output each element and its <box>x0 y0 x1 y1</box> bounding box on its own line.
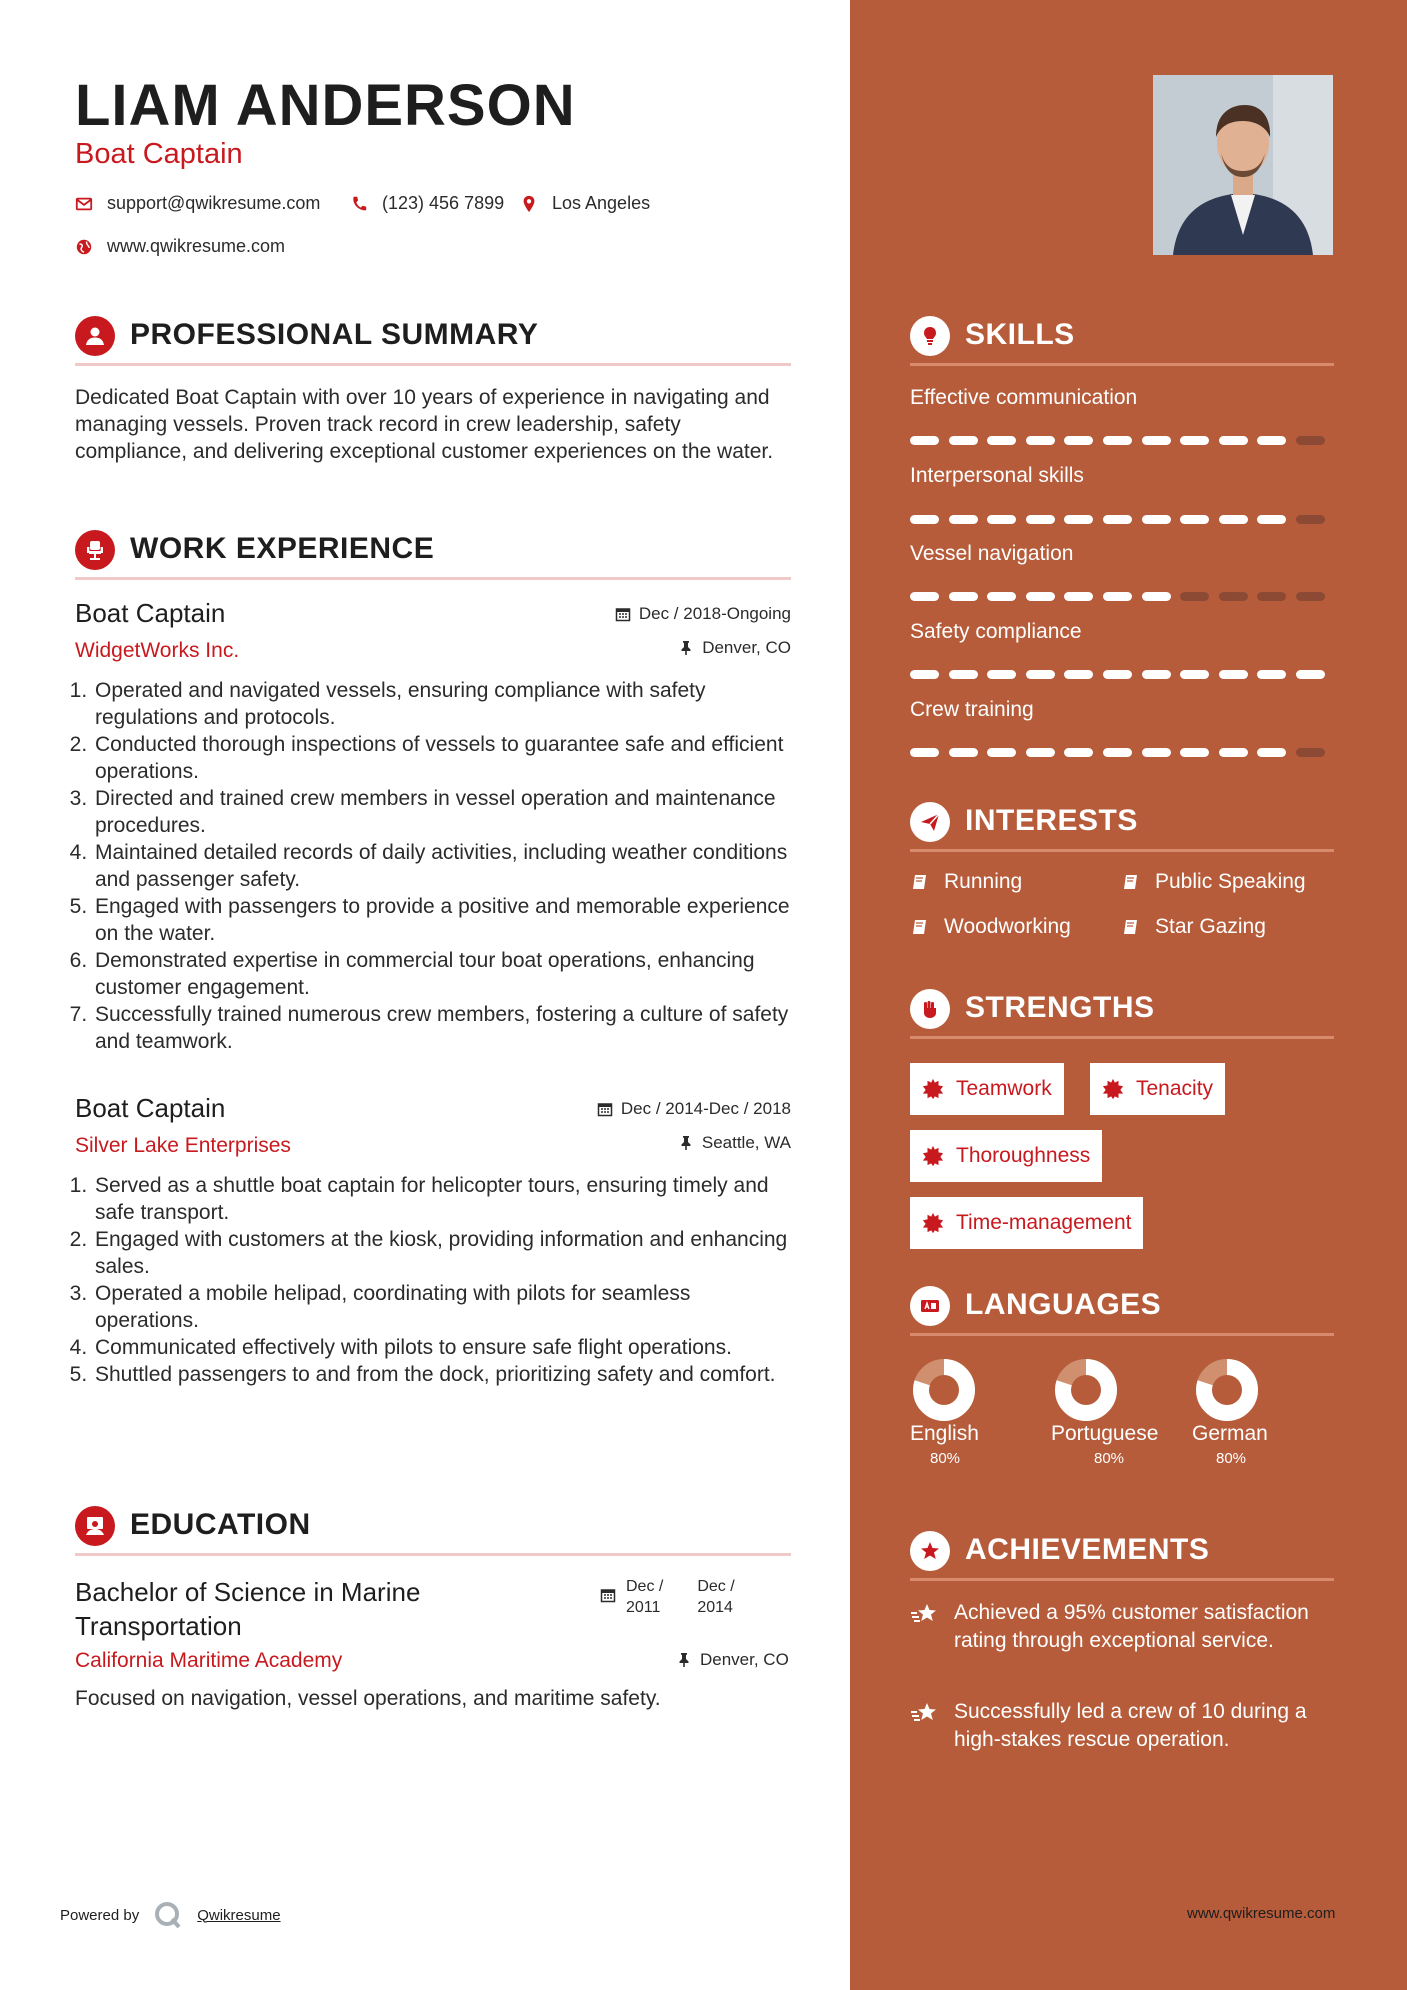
work-section-header <box>75 524 791 580</box>
skill-segment <box>1064 748 1093 757</box>
skill-segment <box>1142 748 1171 757</box>
education-section-header <box>75 1500 791 1556</box>
languages-section-header <box>910 1280 1334 1336</box>
interests-heading: INTERESTS <box>965 804 1138 837</box>
map-pin-icon <box>520 195 538 213</box>
interests-section-header <box>910 796 1334 852</box>
language-ring <box>1054 1358 1118 1422</box>
skill-bar <box>910 748 1335 757</box>
list-item: 6. Demonstrated expertise in commercial tour boat operations, enhancing customer engagement. <box>93 947 791 1001</box>
interest-label: Woodworking <box>944 915 1071 938</box>
skill-segment <box>1026 592 1055 601</box>
language-percent: 80% <box>1094 1450 1125 1467</box>
skill-segment <box>1257 592 1286 601</box>
skill-segment <box>1257 515 1286 524</box>
calendar-icon <box>615 606 631 622</box>
skill-bar <box>910 436 1335 445</box>
skill-segment <box>910 515 939 524</box>
skill-bar <box>910 515 1335 524</box>
skill-segment <box>1064 592 1093 601</box>
contact-phone[interactable] <box>350 193 504 214</box>
phone-text: (123) 456 7899 <box>382 193 505 213</box>
website-text: www.qwikresume.com <box>107 236 286 256</box>
skill-name: Crew training <box>910 698 1034 721</box>
skill-segment <box>1219 436 1248 445</box>
summary-section-header <box>75 310 791 366</box>
job-date <box>597 1099 791 1119</box>
degree-title <box>75 1575 420 1643</box>
list-item: 3. Operated a mobile helipad, coordinating with pilots for seamless operations. <box>93 1280 791 1334</box>
book-icon <box>1121 872 1141 892</box>
job-location <box>678 1133 791 1153</box>
pushpin-icon <box>676 1652 692 1668</box>
strength-badge <box>1090 1063 1225 1115</box>
lightbulb-icon <box>910 316 950 356</box>
job-role: Boat Captain <box>75 1093 226 1123</box>
list-item: 1. Operated and navigated vessels, ensuring compliance with safety regulations and protocols. <box>93 677 791 731</box>
skill-segment <box>1142 515 1171 524</box>
skill-segment <box>910 670 939 679</box>
end-month: Dec / <box>697 1578 735 1595</box>
education-description: Focused on navigation, vessel operations, and maritime safety. <box>75 1687 661 1710</box>
powered-by <box>60 1900 281 1930</box>
skill-segment <box>910 436 939 445</box>
strength-label: Tenacity <box>1136 1077 1214 1100</box>
achievements-heading: ACHIEVEMENTS <box>965 1533 1210 1566</box>
job-date-text: Dec / 2018-Ongoing <box>638 604 791 623</box>
strength-label: Thoroughness <box>956 1144 1091 1167</box>
skill-segment <box>1257 670 1286 679</box>
badge-burst-icon <box>922 1078 944 1100</box>
location-text: Los Angeles <box>552 193 651 213</box>
phone-icon <box>350 195 368 213</box>
job-bullets <box>75 677 791 1055</box>
skill-segment <box>949 592 978 601</box>
job-entry <box>75 1093 791 1388</box>
skill-bar <box>910 592 1335 601</box>
qwikresume-logo-icon <box>153 1900 183 1930</box>
education-end <box>697 1576 734 1618</box>
list-item: 5. Shuttled passengers to and from the dock, prioritizing safety and comfort. <box>93 1361 791 1388</box>
skill-segment <box>1026 515 1055 524</box>
summary-text: Dedicated Boat Captain with over 10 years of experience in navigating and managing vessels. Proven track record in crew leadership, safety compliance, and delivering exceptional customer experiences on the water. <box>75 386 774 463</box>
skill-segment <box>1257 748 1286 757</box>
skill-name: Vessel navigation <box>910 542 1074 565</box>
skill-segment <box>1142 670 1171 679</box>
skill-segment <box>1103 748 1132 757</box>
skills-section-header <box>910 310 1334 366</box>
calendar-icon <box>600 1587 616 1603</box>
skill-segment <box>1219 592 1248 601</box>
education-start <box>626 1576 663 1618</box>
language-ring <box>1195 1358 1259 1422</box>
job-date-text: Dec / 2014-Dec / 2018 <box>620 1099 791 1118</box>
skill-segment <box>949 515 978 524</box>
skill-segment <box>1026 436 1055 445</box>
skill-segment <box>1296 748 1325 757</box>
skill-segment <box>1219 515 1248 524</box>
book-icon <box>910 872 930 892</box>
candidate-title: Boat Captain <box>75 138 243 170</box>
language-name: Portuguese <box>1051 1422 1159 1445</box>
end-year: 2014 <box>697 1599 733 1616</box>
list-item: 2. Conducted thorough inspections of vessels to guarantee safe and efficient operations. <box>93 731 791 785</box>
interest-item <box>1121 915 1266 939</box>
translate-icon <box>910 1286 950 1326</box>
paper-plane-icon <box>910 802 950 842</box>
strength-badge <box>910 1063 1064 1115</box>
skill-segment <box>987 592 1016 601</box>
language-item <box>910 1358 990 1467</box>
skill-segment <box>910 592 939 601</box>
skill-segment <box>987 515 1016 524</box>
achievements-section-header <box>910 1525 1334 1581</box>
brand-link[interactable]: Qwikresume <box>197 1906 281 1924</box>
skill-segment <box>1064 515 1093 524</box>
office-chair-icon <box>75 530 115 570</box>
skill-segment <box>1142 592 1171 601</box>
calendar-icon <box>597 1101 613 1117</box>
degree-line: Transportation <box>75 1611 242 1641</box>
strengths-section-header <box>910 983 1334 1039</box>
badge-burst-icon <box>922 1145 944 1167</box>
skill-segment <box>1180 436 1209 445</box>
language-percent: 80% <box>1216 1450 1247 1467</box>
job-company: WidgetWorks Inc. <box>75 639 240 662</box>
skill-segment <box>910 748 939 757</box>
school-name: California Maritime Academy <box>75 1649 343 1672</box>
job-location-text: Seattle, WA <box>701 1133 791 1152</box>
list-item: 5. Engaged with passengers to provide a positive and memorable experience on the water. <box>93 893 791 947</box>
interest-item <box>1121 870 1306 894</box>
language-item <box>1051 1358 1173 1467</box>
email-text: support@qwikresume.com <box>107 193 321 213</box>
contact-website[interactable] <box>75 236 285 257</box>
skill-segment <box>1180 592 1209 601</box>
achievement-text: Achieved a 95% customer satisfaction rating through exceptional service. <box>954 1601 1309 1652</box>
skill-bar <box>910 670 1335 679</box>
work-heading: WORK EXPERIENCE <box>130 532 435 565</box>
footer-website[interactable]: www.qwikresume.com <box>1187 1905 1336 1922</box>
skill-segment <box>1296 515 1325 524</box>
strength-badge <box>910 1130 1102 1182</box>
skill-segment <box>1180 670 1209 679</box>
badge-burst-icon <box>1102 1078 1124 1100</box>
pushpin-icon <box>678 640 694 656</box>
list-item: 1. Served as a shuttle boat captain for helicopter tours, ensuring timely and safe transport. <box>93 1172 791 1226</box>
envelope-icon <box>75 195 93 213</box>
interest-item <box>910 915 1071 939</box>
start-year: 2011 <box>626 1599 661 1616</box>
interest-label: Star Gazing <box>1155 915 1266 938</box>
list-item: 4. Communicated effectively with pilots to ensure safe flight operations. <box>93 1334 791 1361</box>
languages-heading: LANGUAGES <box>965 1288 1162 1321</box>
skill-segment <box>1026 748 1055 757</box>
skill-segment <box>1026 670 1055 679</box>
shooting-star-icon <box>910 1700 940 1726</box>
language-name: German <box>1192 1422 1268 1445</box>
summary-heading: PROFESSIONAL SUMMARY <box>130 318 539 351</box>
start-month: Dec / <box>626 1578 664 1595</box>
skill-segment <box>1064 436 1093 445</box>
job-company: Silver Lake Enterprises <box>75 1134 291 1157</box>
job-location <box>678 638 791 658</box>
skill-segment <box>949 670 978 679</box>
list-item: 3. Directed and trained crew members in vessel operation and maintenance procedures. <box>93 785 791 839</box>
shooting-star-icon <box>910 1601 940 1627</box>
skill-segment <box>1103 515 1132 524</box>
education-location-text: Denver, CO <box>700 1650 789 1669</box>
contact-location <box>520 193 650 214</box>
skill-segment <box>1296 436 1325 445</box>
list-item: 2. Engaged with customers at the kiosk, providing information and enhancing sales. <box>93 1226 791 1280</box>
book-icon <box>910 917 930 937</box>
profile-photo <box>1153 75 1333 255</box>
job-bullets <box>75 1172 791 1388</box>
interest-item <box>910 870 1022 894</box>
skill-name: Effective communication <box>910 386 1138 409</box>
achievement-item <box>910 1698 1340 1754</box>
skill-segment <box>1219 670 1248 679</box>
candidate-name: LIAM ANDERSON <box>75 73 576 138</box>
interest-label: Public Speaking <box>1155 870 1306 893</box>
skill-segment <box>1142 436 1171 445</box>
skill-segment <box>1180 748 1209 757</box>
book-icon <box>1121 917 1141 937</box>
skills-heading: SKILLS <box>965 318 1075 351</box>
strength-label: Time-management <box>956 1211 1132 1234</box>
strength-badge <box>910 1197 1143 1249</box>
education-location <box>676 1650 789 1670</box>
list-item: 7. Successfully trained numerous crew members, fostering a culture of safety and teamwork. <box>93 1001 791 1055</box>
strengths-heading: STRENGTHS <box>965 991 1155 1024</box>
skill-segment <box>1103 436 1132 445</box>
pushpin-icon <box>678 1135 694 1151</box>
skill-segment <box>949 748 978 757</box>
skill-segment <box>949 436 978 445</box>
list-item: 4. Maintained detailed records of daily activities, including weather conditions and passenger safety. <box>93 839 791 893</box>
skill-segment <box>987 748 1016 757</box>
skill-segment <box>987 670 1016 679</box>
powered-by-label: Powered by <box>60 1906 140 1924</box>
skill-segment <box>1103 670 1132 679</box>
skill-segment <box>1180 515 1209 524</box>
user-icon <box>75 316 115 356</box>
language-percent: 80% <box>930 1450 961 1467</box>
job-location-text: Denver, CO <box>702 638 791 657</box>
language-item <box>1192 1358 1282 1467</box>
profile-photo-image <box>1153 75 1333 255</box>
fist-icon <box>910 989 950 1029</box>
skill-segment <box>1219 748 1248 757</box>
skill-segment <box>1296 592 1325 601</box>
language-name: English <box>910 1422 979 1445</box>
achievement-item <box>910 1599 1340 1655</box>
badge-burst-icon <box>922 1212 944 1234</box>
degree-line: Bachelor of Science in Marine <box>75 1577 421 1607</box>
interest-label: Running <box>944 870 1023 893</box>
education-heading: EDUCATION <box>130 1508 311 1541</box>
skill-segment <box>1064 670 1093 679</box>
job-date <box>615 604 791 624</box>
strength-label: Teamwork <box>956 1077 1052 1100</box>
language-ring <box>912 1358 976 1422</box>
job-entry <box>75 598 791 1055</box>
job-role: Boat Captain <box>75 598 226 628</box>
skill-segment <box>1103 592 1132 601</box>
education-date <box>600 1576 735 1618</box>
achievement-text: Successfully led a crew of 10 during a high-stakes rescue operation. <box>954 1700 1307 1751</box>
contact-email[interactable] <box>75 193 320 214</box>
star-badge-icon <box>910 1531 950 1571</box>
globe-icon <box>75 238 93 256</box>
skill-name: Interpersonal skills <box>910 464 1084 487</box>
graduate-icon <box>75 1506 115 1546</box>
skill-name: Safety compliance <box>910 620 1082 643</box>
skill-segment <box>987 436 1016 445</box>
skill-segment <box>1296 670 1325 679</box>
skill-segment <box>1257 436 1286 445</box>
